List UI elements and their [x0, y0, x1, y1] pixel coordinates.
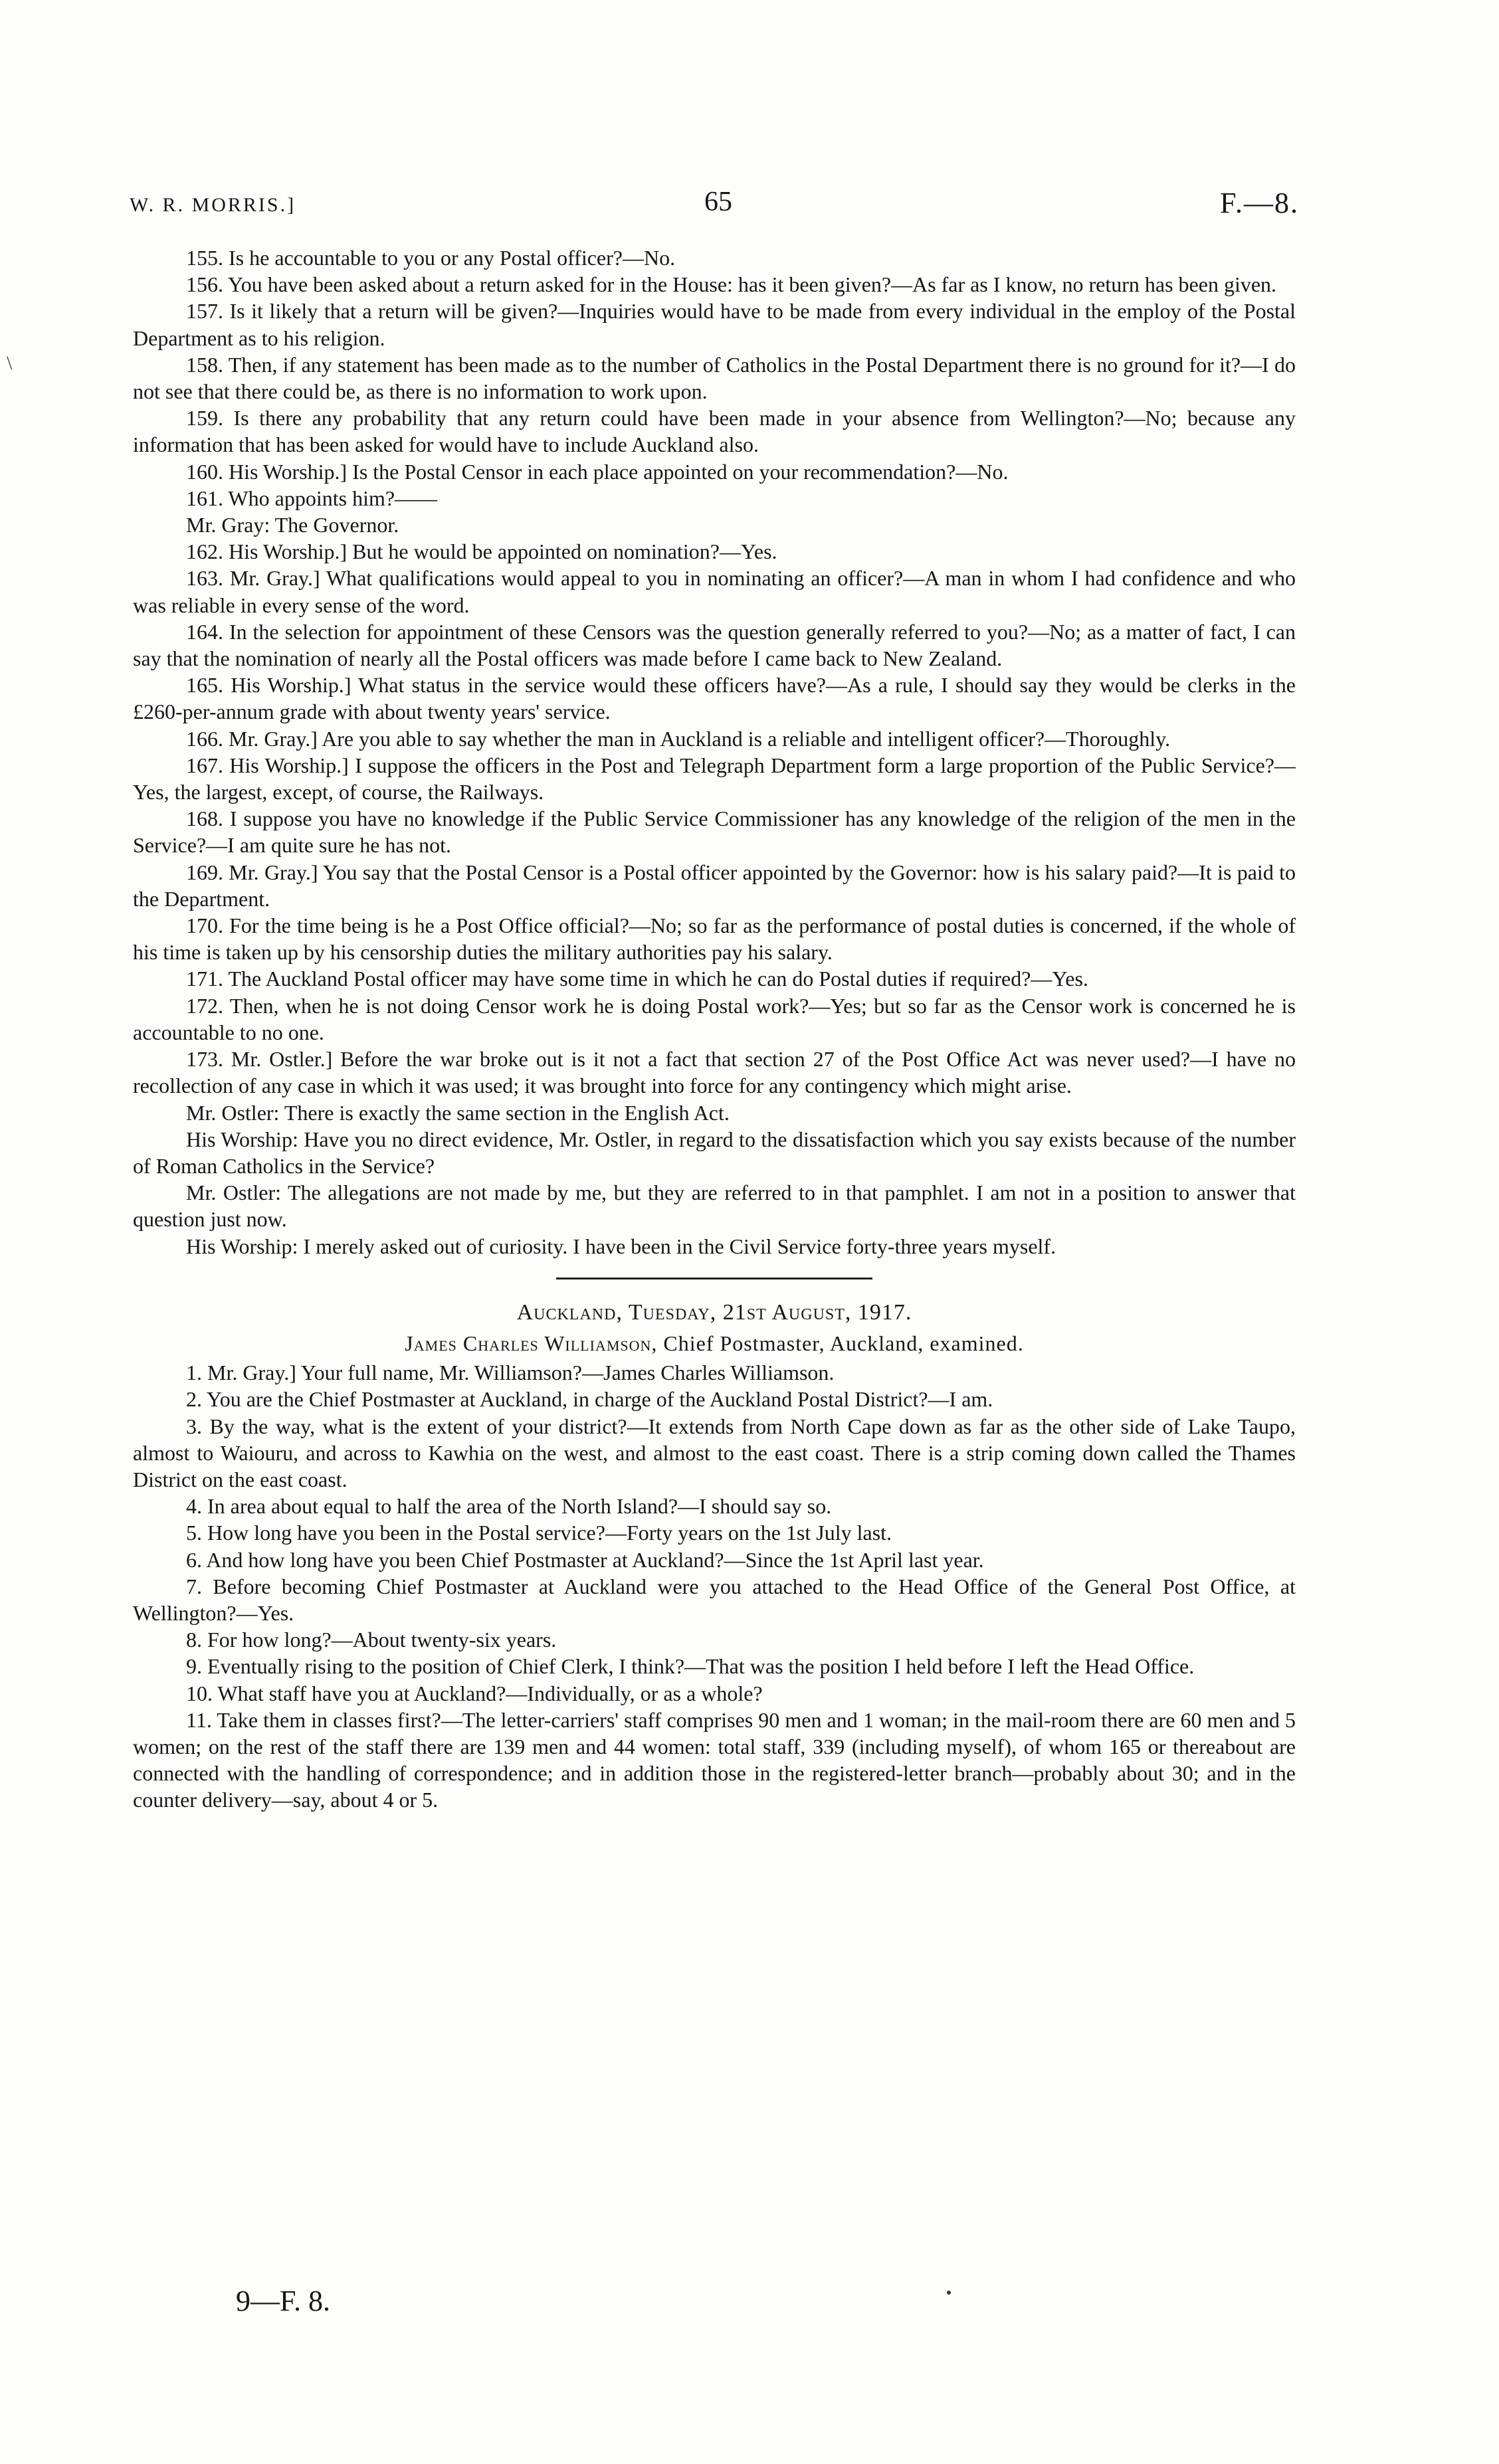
separator-rule — [556, 1278, 872, 1279]
paragraph: 9. Eventually rising to the position of Chief Clerk, I think?—That was the position I held before I left the Head Office. — [186, 1654, 1195, 1679]
paragraph: 11. Take them in classes first?—The letter-carriers' staff comprises 90 men and 1 woman; in the mail-room there are 60 men and 5 women; on the rest of the staff there are 139 men and 44 women: total staff, 339 (including myself), of whom 165 or thereabout are connected with the handling of correspondence; and in addition those in the registered-letter branch—probably about 30; and in the counter delivery—say, about 4 or 5. — [133, 1707, 1296, 1812]
paragraph: Mr. Ostler: The allegations are not made by me, but they are referred to in that pamphlet. I am not in a position to answer that question just now. — [133, 1181, 1296, 1232]
paragraph: His Worship: Have you no direct evidence, Mr. Ostler, in regard to the dissatisfaction which you say exists because of the number of Roman Catholics in the Service? — [133, 1127, 1296, 1178]
paragraph: 155. Is he accountable to you or any Postal officer?—No. — [186, 246, 676, 270]
paragraph: 165. His Worship.] What status in the service would these officers have?—As a rule, I should say they would be clerks in the £260-per-annum grade with about twenty years' service. — [133, 673, 1296, 724]
separator — [133, 1260, 1296, 1299]
paragraph: 3. By the way, what is the extent of your district?—It extends from North Cape down as far as the other side of Lake Taupo, almost to Waiouru, and across to Kawhia on the west, and almost to the east coast. There is a strip coming down called the Thames District on the east coast. — [133, 1414, 1296, 1491]
paragraph: 8. For how long?—About twenty-six years. — [186, 1628, 557, 1652]
evidence-part-2 — [133, 1359, 1296, 1813]
paragraph: 156. You have been asked about a return asked for in the House: has it been given?—As far as I know, no return has been given. — [186, 272, 1277, 297]
paragraph: 163. Mr. Gray.] What qualifications would appeal to you in nominating an officer?—A man in whom I had confidence and who was reliable in every sense of the word. — [133, 566, 1296, 617]
paragraph: Mr. Ostler: There is exactly the same section in the English Act. — [186, 1100, 730, 1125]
paper-reference: F.—8. — [1220, 187, 1299, 219]
witness-line — [133, 1330, 1296, 1357]
paragraph: 166. Mr. Gray.] Are you able to say whether the man in Auckland is a reliable and intelligent officer?—Thoroughly. — [186, 726, 1171, 751]
ink-dot — [947, 2291, 951, 2295]
witness-role: , Chief Postmaster, Auckland, examined. — [651, 1331, 1024, 1355]
paragraph: 167. His Worship.] I suppose the officers in the Post and Telegraph Department form a large proportion of the Public Service?—Yes, the largest, except, of course, the Railways. — [133, 753, 1296, 805]
paragraph: 10. What staff have you at Auckland?—Individually, or as a whole? — [186, 1681, 763, 1705]
paragraph: 1. Mr. Gray.] Your full name, Mr. Williamson?—James Charles Williamson. — [186, 1361, 835, 1385]
evidence-part-1 — [133, 244, 1296, 1260]
body-text — [133, 244, 1296, 1814]
paragraph: 2. You are the Chief Postmaster at Auckland, in charge of the Auckland Postal District?—I am. — [186, 1387, 993, 1412]
paragraph: 159. Is there any probability that any return could have been made in your absence from Wellington?—No; because any information that has been asked for would have to include Auckland also. — [133, 406, 1296, 457]
paragraph: 173. Mr. Ostler.] Before the war broke out is it not a fact that section 27 of the Post Office Act was never used?—I have no recollection of any case in which it was used; it was brought into force for any contingency which might arise. — [133, 1047, 1296, 1098]
paragraph: 169. Mr. Gray.] You say that the Postal Censor is a Postal officer appointed by the Governor: how is his salary paid?—It is paid to the Department. — [133, 860, 1296, 911]
header-witness: W. R. MORRIS.] — [130, 194, 296, 216]
paragraph: 7. Before becoming Chief Postmaster at Auckland were you attached to the Head Office of the General Post Office, at Wellington?—Yes. — [133, 1574, 1296, 1625]
paragraph: 161. Who appoints him?—— — [186, 486, 438, 510]
paragraph: 4. In area about equal to half the area of the North Island?—I should say so. — [186, 1494, 832, 1519]
paragraph: 6. And how long have you been Chief Postmaster at Auckland?—Since the 1st April last year. — [186, 1547, 984, 1572]
witness-name: James Charles Williamson — [405, 1331, 652, 1355]
paragraph: 164. In the selection for appointment of these Censors was the question generally referred to you?—No; as a matter of fact, I can say that the nomination of nearly all the Postal officers was made before I came back to New Zealand. — [133, 619, 1296, 671]
paragraph: 162. His Worship.] But he would be appointed on nomination?—Yes. — [186, 539, 777, 564]
section-heading: Auckland, Tuesday, 21st August, 1917. — [516, 1299, 912, 1325]
paragraph: 5. How long have you been in the Postal service?—Forty years on the 1st July last. — [186, 1521, 892, 1545]
page-number: 65 — [704, 187, 732, 217]
signature-footer: 9—F. 8. — [236, 2285, 330, 2317]
paragraph: His Worship: I merely asked out of curiosity. I have been in the Civil Service forty-three years myself. — [186, 1234, 1056, 1258]
paragraph: Mr. Gray: The Governor. — [186, 513, 399, 537]
page-header — [130, 186, 1299, 226]
paragraph: 168. I suppose you have no knowledge if the Public Service Commissioner has any knowledge of the religion of the men in the Service?—I am quite sure he has not. — [133, 806, 1296, 858]
paragraph: 171. The Auckland Postal officer may have some time in which he can do Postal duties if required?—Yes. — [186, 967, 1088, 991]
paragraph: 160. His Worship.] Is the Postal Censor in each place appointed on your recommendation?—No. — [186, 459, 1009, 484]
paragraph: 158. Then, if any statement has been made as to the number of Catholics in the Postal Department there is no ground for it?—I do not see that there could be, as there is no information to work upon. — [133, 352, 1296, 404]
paragraph: 157. Is it likely that a return will be given?—Inquiries would have to be made from every individual in the employ of the Postal Department as to his religion. — [133, 299, 1296, 350]
margin-mark: \ — [7, 352, 13, 374]
paragraph: 170. For the time being is he a Post Office official?—No; so far as the performance of postal duties is concerned, if the whole of his time is taken up by his censorship duties the military authorities pay his salary. — [133, 913, 1296, 965]
paragraph: 172. Then, when he is not doing Censor work he is doing Postal work?—Yes; but so far as the Censor work is concerned he is accountable to no one. — [133, 993, 1296, 1044]
